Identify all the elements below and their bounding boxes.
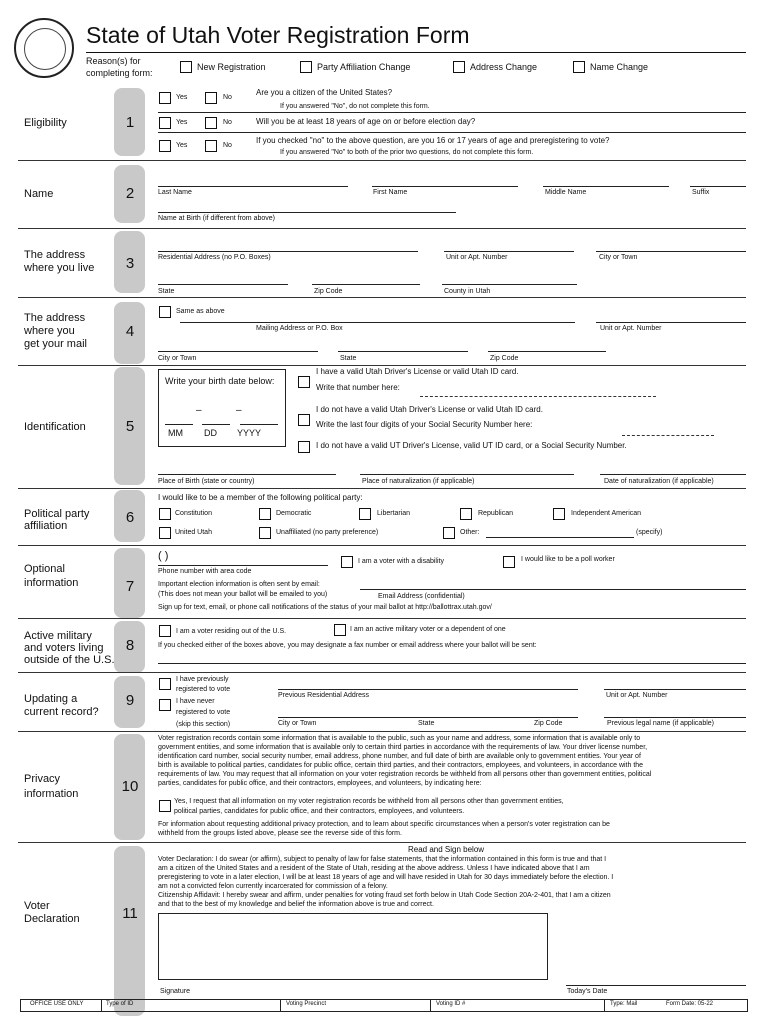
divider <box>86 52 746 53</box>
option-label: I have never <box>176 698 215 705</box>
utah-state-seal <box>14 18 74 78</box>
section-label: Eligibility <box>24 117 67 129</box>
state-label: State <box>158 288 175 295</box>
zip-label: Zip Code <box>490 355 519 362</box>
prereg-yes-checkbox[interactable] <box>159 140 171 152</box>
unit-label: Unit or Apt. Number <box>606 692 668 699</box>
section-label: where you live <box>24 262 95 274</box>
option-label: registered to vote <box>176 709 231 716</box>
email-note: (This does not mean your ballot will be emailed to you) <box>158 591 328 598</box>
section-label: outside of the U.S. <box>24 654 115 666</box>
name-at-birth-label: Name at Birth (if different from above) <box>158 215 275 222</box>
section-number: 3 <box>125 255 135 272</box>
section-number: 5 <box>125 418 135 435</box>
withhold-label: political parties, candidates for public office, and their contractors, employees, and volunteers. <box>174 808 465 815</box>
libertarian-checkbox[interactable] <box>359 508 371 520</box>
section-number: 1 <box>125 114 135 131</box>
fax-email-field[interactable] <box>158 663 746 664</box>
prereg-no-checkbox[interactable] <box>205 140 217 152</box>
section-label: Active military <box>24 630 92 642</box>
section-label: The address <box>24 249 86 261</box>
united-utah-checkbox[interactable] <box>159 527 171 539</box>
section-label: affiliation <box>24 520 68 532</box>
signup-note: Sign up for text, email, or phone call notifications of the status of your mail ballot at http://ballottrax.utah.gov/ <box>158 604 492 611</box>
option-label: I do not have a valid Utah Driver's License or valid Utah ID card. <box>316 405 543 414</box>
section-tab <box>114 846 145 1016</box>
dash: – <box>196 405 202 416</box>
middle-name-label: Middle Name <box>545 189 587 196</box>
section-number: 8 <box>125 637 135 654</box>
specify-label: (specify) <box>636 529 663 536</box>
previously-registered-checkbox[interactable] <box>159 678 171 690</box>
reason-label: Name Change <box>590 62 649 72</box>
signature-label: Signature <box>160 988 190 995</box>
signature-box[interactable] <box>158 913 548 980</box>
same-as-above-label: Same as above <box>176 308 225 315</box>
question-citizen: Are you a citizen of the United States? <box>256 88 393 97</box>
type-of-id-label: Type of ID <box>106 1001 134 1007</box>
yes-label: Yes <box>176 119 188 126</box>
option-label: I have a valid Utah Driver's License or valid Utah ID card. <box>316 367 519 376</box>
section-number: 6 <box>125 509 135 526</box>
party-label: Other: <box>460 529 480 536</box>
has-drivers-license-checkbox[interactable] <box>298 376 310 388</box>
withhold-info-checkbox[interactable] <box>159 800 171 812</box>
military-checkbox[interactable] <box>334 624 346 636</box>
unit-label: Unit or Apt. Number <box>600 325 662 332</box>
reason-label: New Registration <box>197 62 266 72</box>
section-number: 2 <box>125 185 135 202</box>
privacy-text: Voter registration records contain some information that is available to the public, such as your name and address, some information that is available only to government entities, and some information that is available only to certain third parties in accordance with the requirements of law. Your driver license number, identification card number, social security number, email address, phone number, and full date of birth are available only to government entities. Your year of birth is available to political parties, candidates for public office, certain third parties, and their contractors, employees, and volunteers, in accordance with the requirements of law. You may request that all information on your voter registration records be withheld from all persons other than government entities, political parties, candidates for public office, and their contractors, employees, and volunteers, by indicating here: <box>158 735 652 787</box>
section-label: get your mail <box>24 338 87 350</box>
option-label: I am an active military voter or a dependent of one <box>350 626 506 633</box>
mailing-address-label: Mailing Address or P.O. Box <box>256 325 343 332</box>
option-label: I have previously <box>176 676 229 683</box>
reason-label: Address Change <box>470 62 538 72</box>
divider <box>430 999 431 1012</box>
section-label: Optional <box>24 563 65 575</box>
no-label: No <box>223 142 232 149</box>
other-party-field[interactable] <box>486 537 634 538</box>
no-label: No <box>223 94 232 101</box>
dash: – <box>236 405 242 416</box>
read-sign-heading: Read and Sign below <box>408 845 485 854</box>
party-label: Unaffiliated (no party preference) <box>276 529 379 536</box>
page-title: State of Utah Voter Registration Form <box>86 22 470 48</box>
poll-worker-label: I would like to be a poll worker <box>521 556 615 563</box>
section-label: Privacy <box>24 773 61 785</box>
option-label: Write the last four digits of your Social Security Number here: <box>316 420 533 429</box>
section-label: and voters living <box>24 642 104 654</box>
first-name-label: First Name <box>373 189 408 196</box>
dd-label: DD <box>204 428 217 438</box>
divider <box>280 999 281 1012</box>
date-field[interactable] <box>566 985 746 986</box>
legal-name-label: Previous legal name (if applicable) <box>607 720 714 727</box>
city-label: City or Town <box>158 355 197 362</box>
never-registered-checkbox[interactable] <box>159 699 171 711</box>
phone-field[interactable] <box>158 565 328 566</box>
voting-precinct-label: Voting Precinct <box>286 1001 327 1007</box>
reasons-label: Reason(s) for <box>86 56 141 66</box>
party-label: United Utah <box>175 529 212 536</box>
section-number: 7 <box>125 578 135 595</box>
suffix-label: Suffix <box>692 189 710 196</box>
yes-label: Yes <box>176 94 188 101</box>
state-label: State <box>340 355 357 362</box>
option-label: I am a voter residing out of the U.S. <box>176 628 287 635</box>
section-label: Political party <box>24 508 90 520</box>
section-label: Declaration <box>24 913 80 925</box>
party-intro: I would like to be a member of the following political party: <box>158 493 363 502</box>
party-label: Democratic <box>276 510 312 517</box>
type-mail-label: Type: Mail <box>610 1001 638 1007</box>
privacy-more: For information about requesting additional privacy protection, and to learn about specific circumstances when a person's voter registration can be <box>158 821 610 828</box>
party-label: Libertarian <box>377 510 411 517</box>
question-age: Will you be at least 18 years of age on or before election day? <box>256 117 476 126</box>
zip-label: Zip Code <box>314 288 343 295</box>
section-label: where you <box>24 325 75 337</box>
citizen-no-checkbox[interactable] <box>205 92 217 104</box>
section-number: 10 <box>121 778 139 795</box>
other-party-checkbox[interactable] <box>443 527 455 539</box>
democratic-checkbox[interactable] <box>259 508 271 520</box>
disability-checkbox[interactable] <box>341 556 353 568</box>
new-registration-checkbox[interactable] <box>180 61 192 73</box>
phone-label: Phone number with area code <box>158 568 252 575</box>
city-label: City or Town <box>278 720 317 727</box>
reason-label: Party Affiliation Change <box>317 62 411 72</box>
unit-label: Unit or Apt. Number <box>446 254 508 261</box>
section-number: 11 <box>122 905 138 922</box>
city-label: City or Town <box>599 254 638 261</box>
note: If you answered "No" to both of the prior two questions, do not complete this form. <box>280 149 534 156</box>
party-label: Independent American <box>571 510 642 517</box>
zip-label: Zip Code <box>534 720 563 727</box>
constitution-checkbox[interactable] <box>159 508 171 520</box>
skip-note: (skip this section) <box>176 721 231 728</box>
question-prereg: If you checked "no" to the above question, are you 16 or 17 years of age and preregistering to vote? <box>256 136 610 145</box>
party-label: Republican <box>478 510 514 517</box>
section-number: 4 <box>125 323 135 340</box>
section-number: 9 <box>125 692 135 709</box>
license-number-blanks[interactable] <box>420 396 656 397</box>
date-of-naturalization-label: Date of naturalization (if applicable) <box>604 478 714 485</box>
voting-id-label: Voting ID # <box>436 1001 466 1007</box>
age-yes-checkbox[interactable] <box>159 117 171 129</box>
form-date-label: Form Date: 05-22 <box>666 1001 714 1007</box>
disability-label: I am a voter with a disability <box>358 558 444 565</box>
section-label: information <box>24 788 79 800</box>
section-label: Name <box>24 188 54 200</box>
last-name-label: Last Name <box>158 189 192 196</box>
name-change-checkbox[interactable] <box>573 61 585 73</box>
fax-note: If you checked either of the boxes above, you may designate a fax number or email address where your ballot will be sent: <box>158 642 537 649</box>
party-change-checkbox[interactable] <box>300 61 312 73</box>
section-label: current record? <box>24 706 99 718</box>
party-label: Constitution <box>175 510 212 517</box>
option-label: I do not have a valid UT Driver's License, valid UT ID card, or a Social Security Number. <box>316 441 627 450</box>
age-no-checkbox[interactable] <box>205 117 217 129</box>
county-label: County in Utah <box>444 288 491 295</box>
ssn-last-four-blanks[interactable] <box>622 435 714 436</box>
place-of-naturalization-label: Place of naturalization (if applicable) <box>362 478 475 485</box>
email-label: Email Address (confidential) <box>378 593 465 600</box>
reasons-label: completing form: <box>86 68 153 78</box>
republican-checkbox[interactable] <box>460 508 472 520</box>
privacy-more: withheld from the groups listed above, please see the reverse side of this form. <box>158 830 402 837</box>
section-label: The address <box>24 312 86 324</box>
state-label: State <box>418 720 435 727</box>
mm-label: MM <box>168 428 183 438</box>
yes-label: Yes <box>176 142 188 149</box>
no-id-checkbox[interactable] <box>298 441 310 453</box>
office-use-label: OFFICE USE ONLY <box>30 1001 84 1007</box>
section-label: Identification <box>24 421 86 433</box>
address-change-checkbox[interactable] <box>453 61 465 73</box>
place-of-birth-label: Place of Birth (state or country) <box>158 478 255 485</box>
section-label: Updating a <box>24 693 78 705</box>
independent-american-checkbox[interactable] <box>553 508 565 520</box>
note: If you answered "No", do not complete this form. <box>280 103 430 110</box>
unaffiliated-checkbox[interactable] <box>259 527 271 539</box>
out-of-us-checkbox[interactable] <box>159 625 171 637</box>
poll-worker-checkbox[interactable] <box>503 556 515 568</box>
declaration-text: Voter Declaration: I do swear (or affirm), subject to penalty of law for false statements, that the information contained in this form is true and that I am a citizen of the United States and a resident of the State of Utah, residing at the above address. Unless I have indicated above that I am preregistering to vote in a later election, I will be at least 18 years of age and will have resided in Utah for 30 days immediately before the election. I am not a convicted felon currently incarcerated for commission of a felony. Citizenship Affidavit: I hereby swear and affirm, under penalties for voting fraud set forth below in Utah Code Section 20A-2-401, that I am a citizen and that to the best of my knowledge and belief the information above is true and correct. <box>158 856 614 908</box>
yyyy-label: YYYY <box>237 428 262 438</box>
no-label: No <box>223 119 232 126</box>
withhold-label: Yes, I request that all information on my voter registration records be withheld from all persons other than government entities, <box>174 798 564 805</box>
email-field[interactable] <box>360 589 746 590</box>
area-code-parens: ( ) <box>158 550 169 562</box>
section-label: Voter <box>24 900 50 912</box>
same-as-above-checkbox[interactable] <box>159 306 171 318</box>
date-label: Today's Date <box>567 988 608 995</box>
option-label: Write that number here: <box>316 383 400 392</box>
previous-address-label: Previous Residential Address <box>278 692 370 699</box>
section-label: information <box>24 577 79 589</box>
no-license-checkbox[interactable] <box>298 414 310 426</box>
email-note: Important election information is often sent by email: <box>158 581 320 588</box>
residential-address-label: Residential Address (no P.O. Boxes) <box>158 254 271 261</box>
option-label: registered to vote <box>176 686 231 693</box>
citizen-yes-checkbox[interactable] <box>159 92 171 104</box>
divider <box>604 999 605 1012</box>
birth-date-label: Write your birth date below: <box>165 376 275 386</box>
